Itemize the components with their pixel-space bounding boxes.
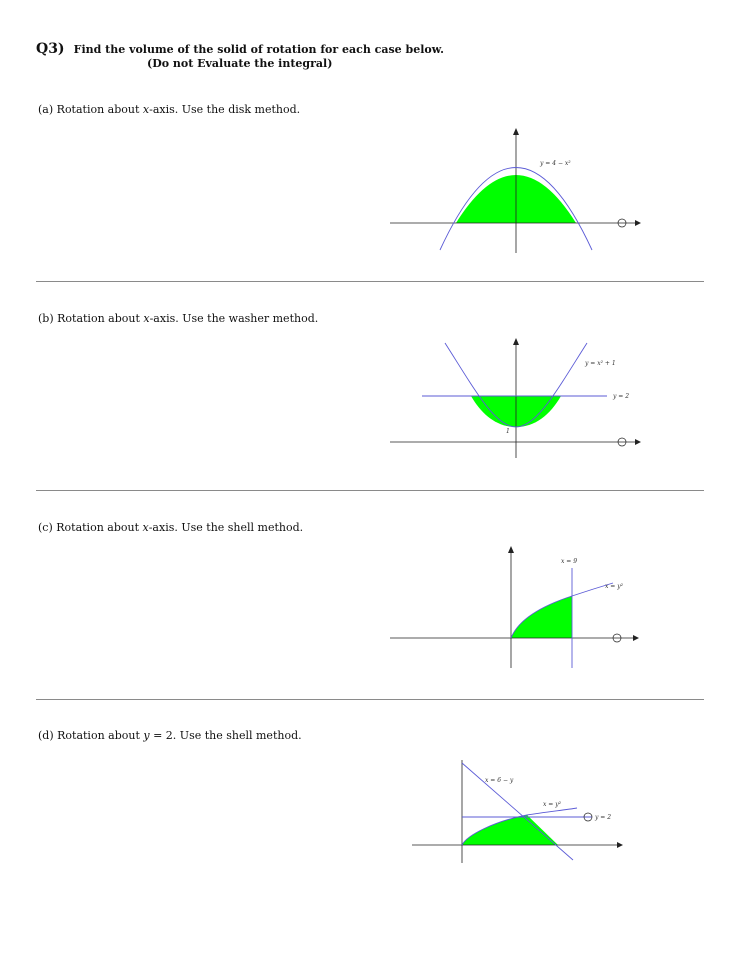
y-axis-arrow-c	[508, 546, 514, 553]
part-d-label: (d) Rotation about y = 2. Use the shell method.	[38, 729, 302, 742]
question-title: Find the volume of the solid of rotation for each case below.	[73, 43, 444, 56]
x-axis-arrow-d	[617, 842, 623, 848]
figure-c	[385, 543, 645, 673]
divider-2	[36, 490, 704, 491]
question-number: Q3)	[36, 41, 65, 57]
y-axis-arrow-a	[513, 128, 519, 135]
divider-3	[36, 699, 704, 700]
line-x6-y-d	[462, 763, 573, 860]
figure-b	[385, 335, 645, 465]
curve-label-c: x = y²	[605, 583, 624, 590]
question-header	[36, 38, 444, 57]
curve-label-a: y = 4 − x²	[540, 160, 571, 167]
divider-1	[36, 281, 704, 282]
line-label-c: x = 9	[561, 558, 578, 565]
part-b-label: (b) Rotation about x-axis. Use the washer method.	[38, 312, 319, 325]
y-axis-arrow-b	[513, 338, 519, 345]
question-subtitle: (Do not Evaluate the integral)	[147, 57, 333, 70]
part-c-label: (c) Rotation about x-axis. Use the shell method.	[38, 521, 304, 534]
part-a-label: (a) Rotation about x-axis. Use the disk method.	[38, 103, 301, 116]
intercept-label-b: 1	[506, 428, 510, 435]
x-axis-arrow-c	[633, 635, 639, 641]
axis-label-d: y = 2	[595, 814, 612, 821]
x-axis-arrow-a	[635, 220, 641, 226]
region-c	[511, 596, 572, 638]
curve-label-d: x = y²	[543, 801, 562, 808]
line-label-b: y = 2	[613, 393, 630, 400]
curve-label-b: y = x² + 1	[585, 360, 616, 367]
line-label-d: x = 6 − y	[485, 777, 514, 784]
figure-a	[385, 125, 645, 255]
region-d	[462, 815, 558, 845]
x-axis-arrow-b	[635, 439, 641, 445]
figure-d	[405, 755, 645, 870]
